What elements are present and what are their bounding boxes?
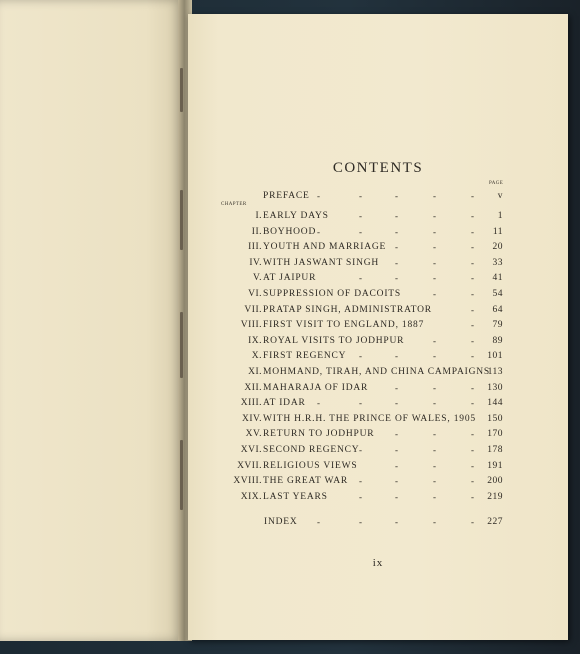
entry-title: PREFACE — [263, 191, 310, 201]
page-ref: 113 — [487, 367, 503, 377]
page-ref: 64 — [492, 304, 503, 315]
page-ref: 191 — [487, 460, 503, 471]
leader-dashes: - - - — [395, 382, 474, 393]
chapter-row — [188, 208, 568, 224]
leader-dashes: - - - - - — [317, 191, 474, 201]
chapter-row — [188, 380, 568, 396]
entry-title: WITH JASWANT SINGH — [263, 257, 380, 268]
leader-dashes: - - - - — [359, 476, 474, 487]
page-title: CONTENTS — [332, 160, 424, 176]
chapter-row — [188, 286, 568, 302]
chapter-row — [188, 473, 568, 489]
chapter-row — [188, 224, 568, 240]
leader-dashes: - - - - — [359, 445, 474, 455]
entry-title: SECOND REGENCY — [263, 445, 360, 455]
left-page — [0, 0, 183, 641]
entry-title: WITH H.R.H. THE PRINCE OF WALES, 1905 — [263, 413, 476, 424]
chapter-number: XIII. — [240, 398, 262, 409]
page-ref: 20 — [492, 242, 503, 253]
chapter-number: XIX. — [240, 491, 262, 502]
chapter-row — [188, 489, 568, 505]
page-ref: 79 — [492, 320, 503, 331]
contents-page — [188, 14, 568, 640]
page-ref: 1 — [497, 211, 503, 221]
entry-title: PRATAP SINGH, ADMINISTRATOR — [263, 304, 432, 315]
leader-dashes: - - — [433, 335, 474, 346]
page-ref: 170 — [487, 429, 503, 440]
entry-title: INDEX — [264, 517, 298, 528]
leader-dashes: - - - - — [359, 273, 474, 284]
entry-title: MOHMAND, TIRAH, AND CHINA CAMPAIGNS — [263, 367, 490, 377]
binding-stitch — [180, 312, 183, 378]
page-ref: 54 — [492, 289, 503, 299]
entry-title: LAST YEARS — [263, 491, 328, 502]
chapter-row — [188, 411, 568, 427]
chapter-number: XI. — [248, 367, 262, 377]
index-row — [188, 514, 568, 530]
chapter-number: X. — [251, 351, 262, 362]
entry-title: ROYAL VISITS TO JODHPUR — [263, 335, 405, 346]
leader-dashes: - - - - — [359, 491, 474, 502]
chapter-row — [188, 270, 568, 286]
leader-dashes: - — [471, 304, 474, 315]
page-ref: 33 — [492, 257, 503, 268]
page-ref: 227 — [487, 517, 503, 528]
page-ref: 219 — [487, 491, 503, 502]
leader-dashes: - - - - - — [317, 398, 474, 409]
page-ref: 144 — [487, 398, 503, 409]
page-ref: 41 — [492, 273, 503, 284]
leader-dashes: - - - — [395, 257, 474, 268]
binding-stitch — [180, 68, 183, 112]
leader-dashes: - - - — [395, 429, 474, 440]
leader-dashes: - - — [433, 289, 474, 299]
entry-title: AT IDAR — [263, 398, 306, 409]
entry-title: AT JAIPUR — [263, 273, 317, 284]
page-ref: 200 — [487, 476, 503, 487]
chapter-number: XII. — [244, 382, 262, 393]
page-number: ix — [372, 557, 384, 569]
chapter-number: VII. — [244, 304, 262, 315]
page-ref: 130 — [487, 382, 503, 393]
entry-title: RELIGIOUS VIEWS — [263, 460, 358, 471]
chapter-number: I. — [255, 211, 262, 221]
chapter-row — [188, 348, 568, 364]
chapter-number: XVII. — [237, 460, 262, 471]
chapter-row — [188, 333, 568, 349]
chapter-column-label: CHAPTER — [221, 202, 247, 207]
chapter-number: XV. — [245, 429, 262, 440]
entry-title: FIRST VISIT TO ENGLAND, 1887 — [263, 320, 425, 331]
chapter-number: V. — [252, 273, 262, 284]
leader-dashes: - - - - - — [317, 226, 474, 237]
chapter-row — [188, 255, 568, 271]
chapter-row — [188, 426, 568, 442]
leader-dashes: - - - — [395, 460, 474, 471]
leader-dashes: - — [471, 320, 474, 331]
page-ref: 101 — [487, 351, 503, 362]
chapter-row — [188, 239, 568, 255]
leader-dashes: - - - - — [359, 211, 474, 221]
entry-title: SUPPRESSION OF DACOITS — [263, 289, 401, 299]
page-ref: 178 — [487, 445, 503, 455]
leader-dashes — [263, 364, 475, 380]
preface-row — [188, 188, 568, 204]
chapter-row — [188, 302, 568, 318]
leader-dashes: - - - - — [359, 351, 474, 362]
page-ref: 11 — [492, 226, 503, 237]
entry-title: YOUTH AND MARRIAGE — [263, 242, 387, 253]
chapter-number: IX. — [248, 335, 262, 346]
leader-dashes — [263, 411, 475, 427]
leader-dashes: - - - - - — [317, 517, 474, 528]
entry-title: THE GREAT WAR — [263, 476, 348, 487]
chapter-number: XIV. — [241, 413, 262, 424]
page-ref: 89 — [492, 335, 503, 346]
chapter-row — [188, 317, 568, 333]
chapter-number: IV. — [249, 257, 262, 268]
binding-stitch — [180, 440, 183, 510]
chapter-number: II. — [251, 226, 262, 237]
page-ref: v — [497, 191, 503, 201]
chapter-row — [188, 442, 568, 458]
leader-dashes: - - - — [395, 242, 474, 253]
entry-title: RETURN TO JODHPUR — [263, 429, 375, 440]
chapter-number: XVI. — [240, 445, 262, 455]
binding-stitch — [180, 190, 183, 250]
entry-title: FIRST REGENCY — [263, 351, 347, 362]
chapter-number: VIII. — [240, 320, 262, 331]
chapter-number: III. — [248, 242, 262, 253]
page-column-label: PAGE — [489, 181, 504, 186]
chapter-number: VI. — [248, 289, 262, 299]
entry-title: EARLY DAYS — [263, 211, 329, 221]
page-ref: 150 — [487, 413, 503, 424]
chapter-row — [188, 395, 568, 411]
entry-title: BOYHOOD — [263, 226, 317, 237]
chapter-number: XVIII. — [233, 476, 262, 487]
chapter-row — [188, 364, 568, 380]
chapter-row — [188, 458, 568, 474]
entry-title: MAHARAJA OF IDAR — [263, 382, 369, 393]
